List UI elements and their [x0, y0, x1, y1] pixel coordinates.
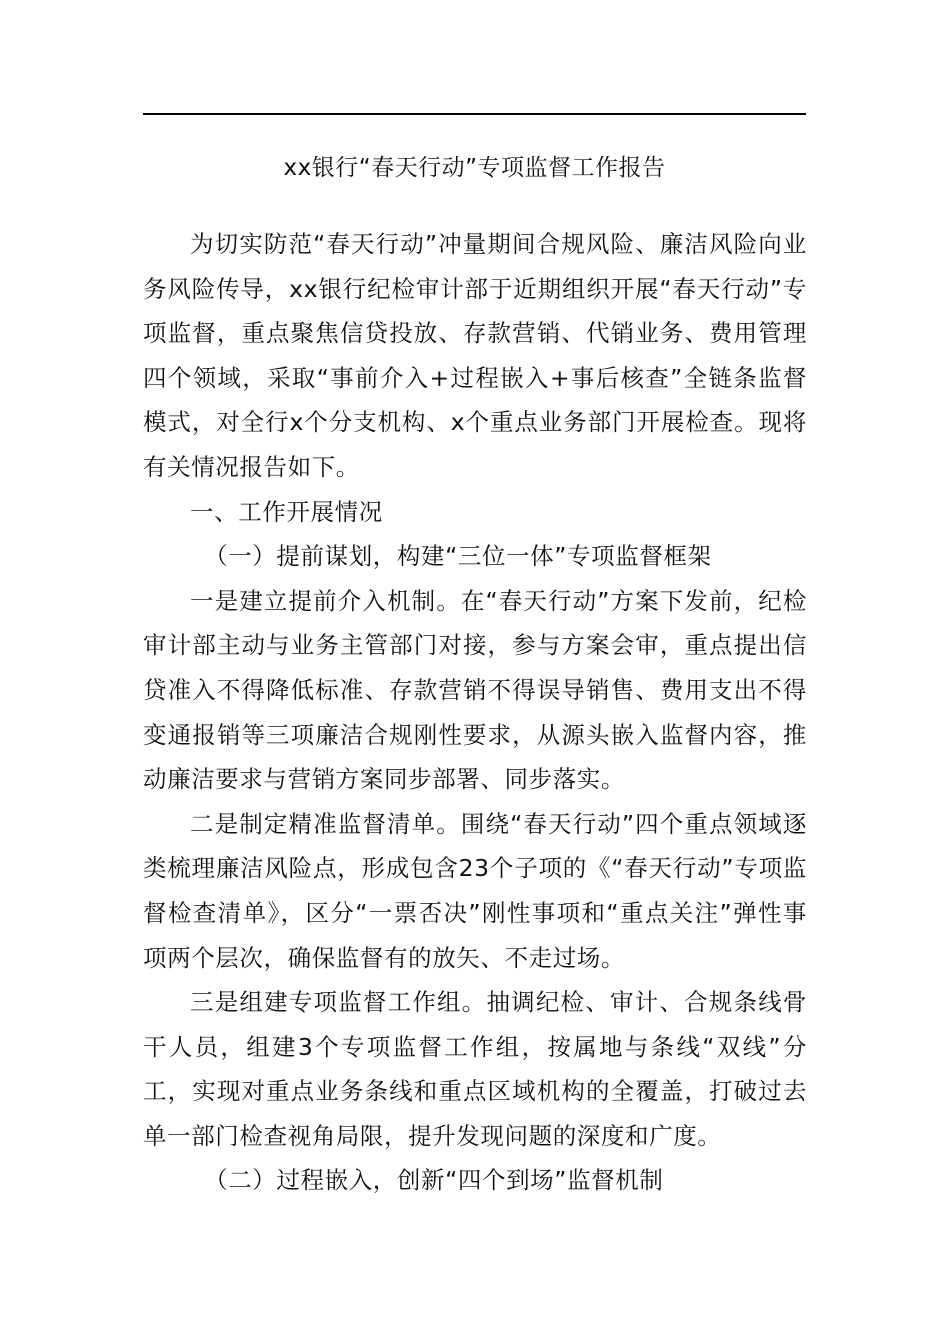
document-title: xx银行“春天行动”专项监督工作报告	[283, 155, 666, 181]
header-rule	[143, 113, 806, 115]
intro-paragraph: 为切实防范“春天行动”冲量期间合规风险、廉洁风险向业务风险传导，xx银行纪检审计部于近期组织开展“春天行动”专项监督，重点聚焦信贷投放、存款营销、代销业务、费用管理四个领域，采取“事前介入+过程嵌入+事后核查”全链条监督模式，对全行x个分支机构、x个重点业务部门开展检查。现将有关情况报告如下。	[143, 230, 807, 481]
body-paragraph-item-1: 一是建立提前介入机制。在“春天行动”方案下发前，纪检审计部主动与业务主管部门对接，参与方案会审，重点提出信贷准入不得降低标准、存款营销不得误导销售、费用支出不得变通报销等三项廉洁合规刚性要求，从源头嵌入监督内容，推动廉洁要求与营销方案同步部署、同步落实。	[143, 586, 807, 794]
body-paragraph-item-3: 三是组建专项监督工作组。抽调纪检、审计、合规条线骨干人员，组建3个专项监督工作组，按属地与条线“双线”分工，实现对重点业务条线和重点区域机构的全覆盖，打破过去单一部门检查视角局限，提升发现问题的深度和广度。	[143, 988, 807, 1150]
body-paragraph-item-2: 二是制定精准监督清单。围绕“春天行动”四个重点领域逐类梳理廉洁风险点，形成包含23个子项的《“春天行动”专项监督检查清单》，区分“一票否决”刚性事项和“重点关注”弹性事项两个层次，确保监督有的放矢、不走过场。	[143, 809, 807, 972]
section-heading-1: 一、工作开展情况	[190, 497, 383, 526]
subsection-heading-1: （一）提前谋划，构建“三位一体”专项监督框架	[204, 542, 712, 571]
subsection-heading-2: （二）过程嵌入，创新“四个到场”监督机制	[204, 1166, 664, 1195]
document-body	[143, 222, 807, 1203]
